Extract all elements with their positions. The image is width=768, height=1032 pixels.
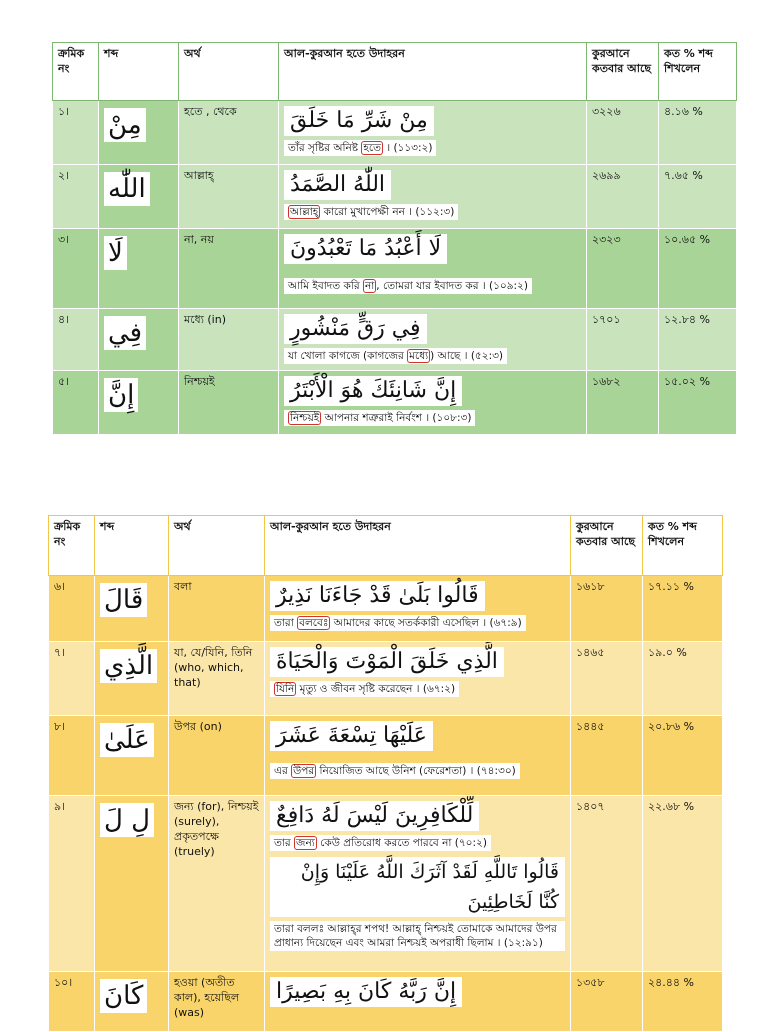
arabic-word: فِي <box>104 316 146 350</box>
row-count: ২৩২৩ <box>587 229 659 309</box>
ayah-translation: নিশ্চয়ই আপনার শত্রুরাই নির্বংশ । (১০৮:৩) <box>284 410 475 426</box>
row-sl: ৭। <box>49 642 95 716</box>
ayah-translation-2: তারা বললঃ আল্লাহ্‌র শপথ! আল্লাহ্‌ নিশ্চয়ই তোমাকে আমাদের উপর প্রাধান্য দিয়েছেন এবং আমরা নিশ্চয়ই অপরাধী ছিলাম । (১২:৯১) <box>270 921 565 951</box>
ayah-text: لِّلْكَافِرِينَ لَيْسَ لَهُ دَافِعٌ <box>270 801 479 831</box>
header-percent: কত % শব্দ শিখলেন <box>643 516 723 576</box>
row-example <box>279 101 587 165</box>
header-word: শব্দ <box>95 516 169 576</box>
row-sl: ৯। <box>49 796 95 972</box>
row-meaning: না, নয় <box>179 229 279 309</box>
table-row <box>53 371 737 435</box>
row-percent: ২২.৬৮ % <box>643 796 723 972</box>
ayah-translation: তারা বলবেঃ আমাদের কাছে সতর্ককারী এসেছিল । (৬৭:৯) <box>270 615 526 631</box>
row-meaning: বলা <box>169 576 265 642</box>
row-word-cell <box>99 371 179 435</box>
row-percent: ১৭.১১ % <box>643 576 723 642</box>
arabic-word: لَا <box>104 236 127 270</box>
row-example <box>265 716 571 796</box>
row-meaning: মধ্যে (in) <box>179 309 279 371</box>
row-percent: ১০.৬৫ % <box>659 229 737 309</box>
row-count: ৩২২৬ <box>587 101 659 165</box>
highlighted-word: যিনি <box>276 683 295 695</box>
header-sl: ক্রমিক নং <box>53 43 99 101</box>
row-meaning: হওয়া (অতীত কাল), হয়েছিল (was) <box>169 972 265 1032</box>
row-percent: ১২.৮৪ % <box>659 309 737 371</box>
row-example <box>279 309 587 371</box>
row-example <box>279 165 587 229</box>
table-header-row <box>49 516 723 576</box>
row-example <box>265 796 571 972</box>
row-example <box>265 972 571 1032</box>
row-percent: ২০.৮৬ % <box>643 716 723 796</box>
row-percent: ১৯.০ % <box>643 642 723 716</box>
row-example <box>265 576 571 642</box>
arabic-word: اللّٰه <box>104 172 150 206</box>
row-word-cell <box>95 576 169 642</box>
header-example: আল-কুরআন হতে উদাহরন <box>279 43 587 101</box>
row-count: ১৬১৮ <box>571 576 643 642</box>
row-meaning: যা, যে/যিনি, তিনি (who, which, that) <box>169 642 265 716</box>
header-meaning: অর্থ <box>179 43 279 101</box>
ayah-translation: তাঁর সৃষ্টির অনিষ্ট হতে । (১১৩:২) <box>284 140 436 156</box>
arabic-word: لِ لَ <box>100 803 154 837</box>
ayah-text-2: قَالُوا تَاللَّهِ لَقَدْ آثَرَكَ اللَّهُ عَلَيْنَا وَإِنْ كُنَّا لَخَاطِئِينَ <box>270 857 565 917</box>
row-count: ১৪৪৫ <box>571 716 643 796</box>
header-example: আল-কুরআন হতে উদাহরন <box>265 516 571 576</box>
row-word-cell <box>95 642 169 716</box>
row-sl: ৮। <box>49 716 95 796</box>
arabic-word: كَانَ <box>100 979 147 1013</box>
row-word-cell <box>95 716 169 796</box>
highlighted-word: নিশ্চয়ই <box>290 412 320 424</box>
header-sl: ক্রমিক নং <box>49 516 95 576</box>
row-sl: ১। <box>53 101 99 165</box>
row-meaning: হতে , থেকে <box>179 101 279 165</box>
ayah-translation: যিনি মৃত্যু ও জীবন সৃষ্টি করেছেন । (৬৭:২) <box>270 681 459 697</box>
row-sl: ৩। <box>53 229 99 309</box>
row-percent: ৭.৬৫ % <box>659 165 737 229</box>
ayah-text: لَا أَعْبُدُ مَا تَعْبُدُونَ <box>284 234 447 264</box>
row-sl: ৫। <box>53 371 99 435</box>
highlighted-word: আল্লাহ্‌ <box>290 206 319 218</box>
header-word: শব্দ <box>99 43 179 101</box>
table-row <box>53 165 737 229</box>
ayah-text: الَّذِي خَلَقَ الْمَوْتَ وَالْحَيَاةَ <box>270 647 504 677</box>
row-example <box>279 371 587 435</box>
row-sl: ১০। <box>49 972 95 1032</box>
row-word-cell <box>95 796 169 972</box>
header-count: কুরআনে কতবার আছে <box>587 43 659 101</box>
arabic-word: مِنْ <box>104 108 146 142</box>
highlighted-word: না <box>364 280 375 292</box>
row-word-cell <box>99 101 179 165</box>
row-meaning: জন্য (for), নিশ্চয়ই (surely), প্রকৃতপক্ষে (truely) <box>169 796 265 972</box>
ayah-text: قَالُوا بَلَىٰ قَدْ جَاءَنَا نَذِيرٌ <box>270 581 485 611</box>
table-row <box>49 642 723 716</box>
ayah-translation: এর উপর নিয়োজিত আছে উনিশ (ফেরেশতা) । (৭৪:৩০) <box>270 763 520 779</box>
arabic-word: قَالَ <box>100 583 147 617</box>
row-count: ১৬৮২ <box>587 371 659 435</box>
row-meaning: আল্লাহ্‌ <box>179 165 279 229</box>
row-example <box>265 642 571 716</box>
row-percent: ৪.১৬ % <box>659 101 737 165</box>
table-row <box>53 229 737 309</box>
row-word-cell <box>95 972 169 1032</box>
row-sl: ৪। <box>53 309 99 371</box>
highlighted-word: বলবেঃ <box>299 617 329 629</box>
vocab-table-2 <box>48 515 723 1032</box>
row-count: ১৭০১ <box>587 309 659 371</box>
table-header-row <box>53 43 737 101</box>
row-count: ১৩৫৮ <box>571 972 643 1032</box>
highlighted-word: উপর <box>293 765 315 777</box>
ayah-translation: যা খোলা কাগজে (কাগজের মধ্যে ) আছে । (৫২:৩) <box>284 348 507 364</box>
ayah-translation: তার জন্য কেউ প্রতিরোধ করতে পারবে না (৭০:২) <box>270 835 491 851</box>
arabic-word: عَلَىٰ <box>100 723 154 757</box>
ayah-text: فِي رَقٍّ مَنْشُورٍ <box>284 314 427 344</box>
ayah-text: إِنَّ شَانِئَكَ هُوَ الْأَبْتَرُ <box>284 376 462 406</box>
row-word-cell <box>99 165 179 229</box>
row-percent: ১৫.০২ % <box>659 371 737 435</box>
row-word-cell <box>99 229 179 309</box>
row-count: ১৪৬৫ <box>571 642 643 716</box>
ayah-text: مِنْ شَرِّ مَا خَلَقَ <box>284 106 434 136</box>
row-percent: ২৪.৪৪ % <box>643 972 723 1032</box>
ayah-translation: আল্লাহ্‌ কারো মুখাপেক্ষী নন । (১১২:৩) <box>284 204 458 220</box>
row-count: ২৬৯৯ <box>587 165 659 229</box>
row-meaning: উপর (on) <box>169 716 265 796</box>
header-meaning: অর্থ <box>169 516 265 576</box>
header-percent: কত % শব্দ শিখলেন <box>659 43 737 101</box>
table-row <box>53 101 737 165</box>
ayah-text: اللّٰهُ الصَّمَدُ <box>284 170 391 200</box>
row-sl: ৬। <box>49 576 95 642</box>
ayah-text: عَلَيْهَا تِسْعَةَ عَشَرَ <box>270 721 433 751</box>
highlighted-word: হতে <box>363 142 382 154</box>
table-row <box>49 576 723 642</box>
row-meaning: নিশ্চয়ই <box>179 371 279 435</box>
row-sl: ২। <box>53 165 99 229</box>
table-row <box>49 972 723 1032</box>
ayah-text: إِنَّ رَبَّهُ كَانَ بِهِ بَصِيرًا <box>270 977 462 1007</box>
highlighted-word: মধ্যে <box>409 350 429 362</box>
highlighted-word: জন্য <box>296 837 315 849</box>
arabic-word: الَّذِي <box>100 649 157 683</box>
ayah-translation: আমি ইবাদত করি না , তোমরা যার ইবাদত কর । (১০৯:২) <box>284 278 532 294</box>
table-row <box>49 716 723 796</box>
vocab-table-1 <box>52 42 737 435</box>
row-example <box>279 229 587 309</box>
row-word-cell <box>99 309 179 371</box>
table-row <box>53 309 737 371</box>
arabic-word: إِنَّ <box>104 378 138 412</box>
table-row <box>49 796 723 972</box>
row-count: ১৪০৭ <box>571 796 643 972</box>
header-count: কুরআনে কতবার আছে <box>571 516 643 576</box>
